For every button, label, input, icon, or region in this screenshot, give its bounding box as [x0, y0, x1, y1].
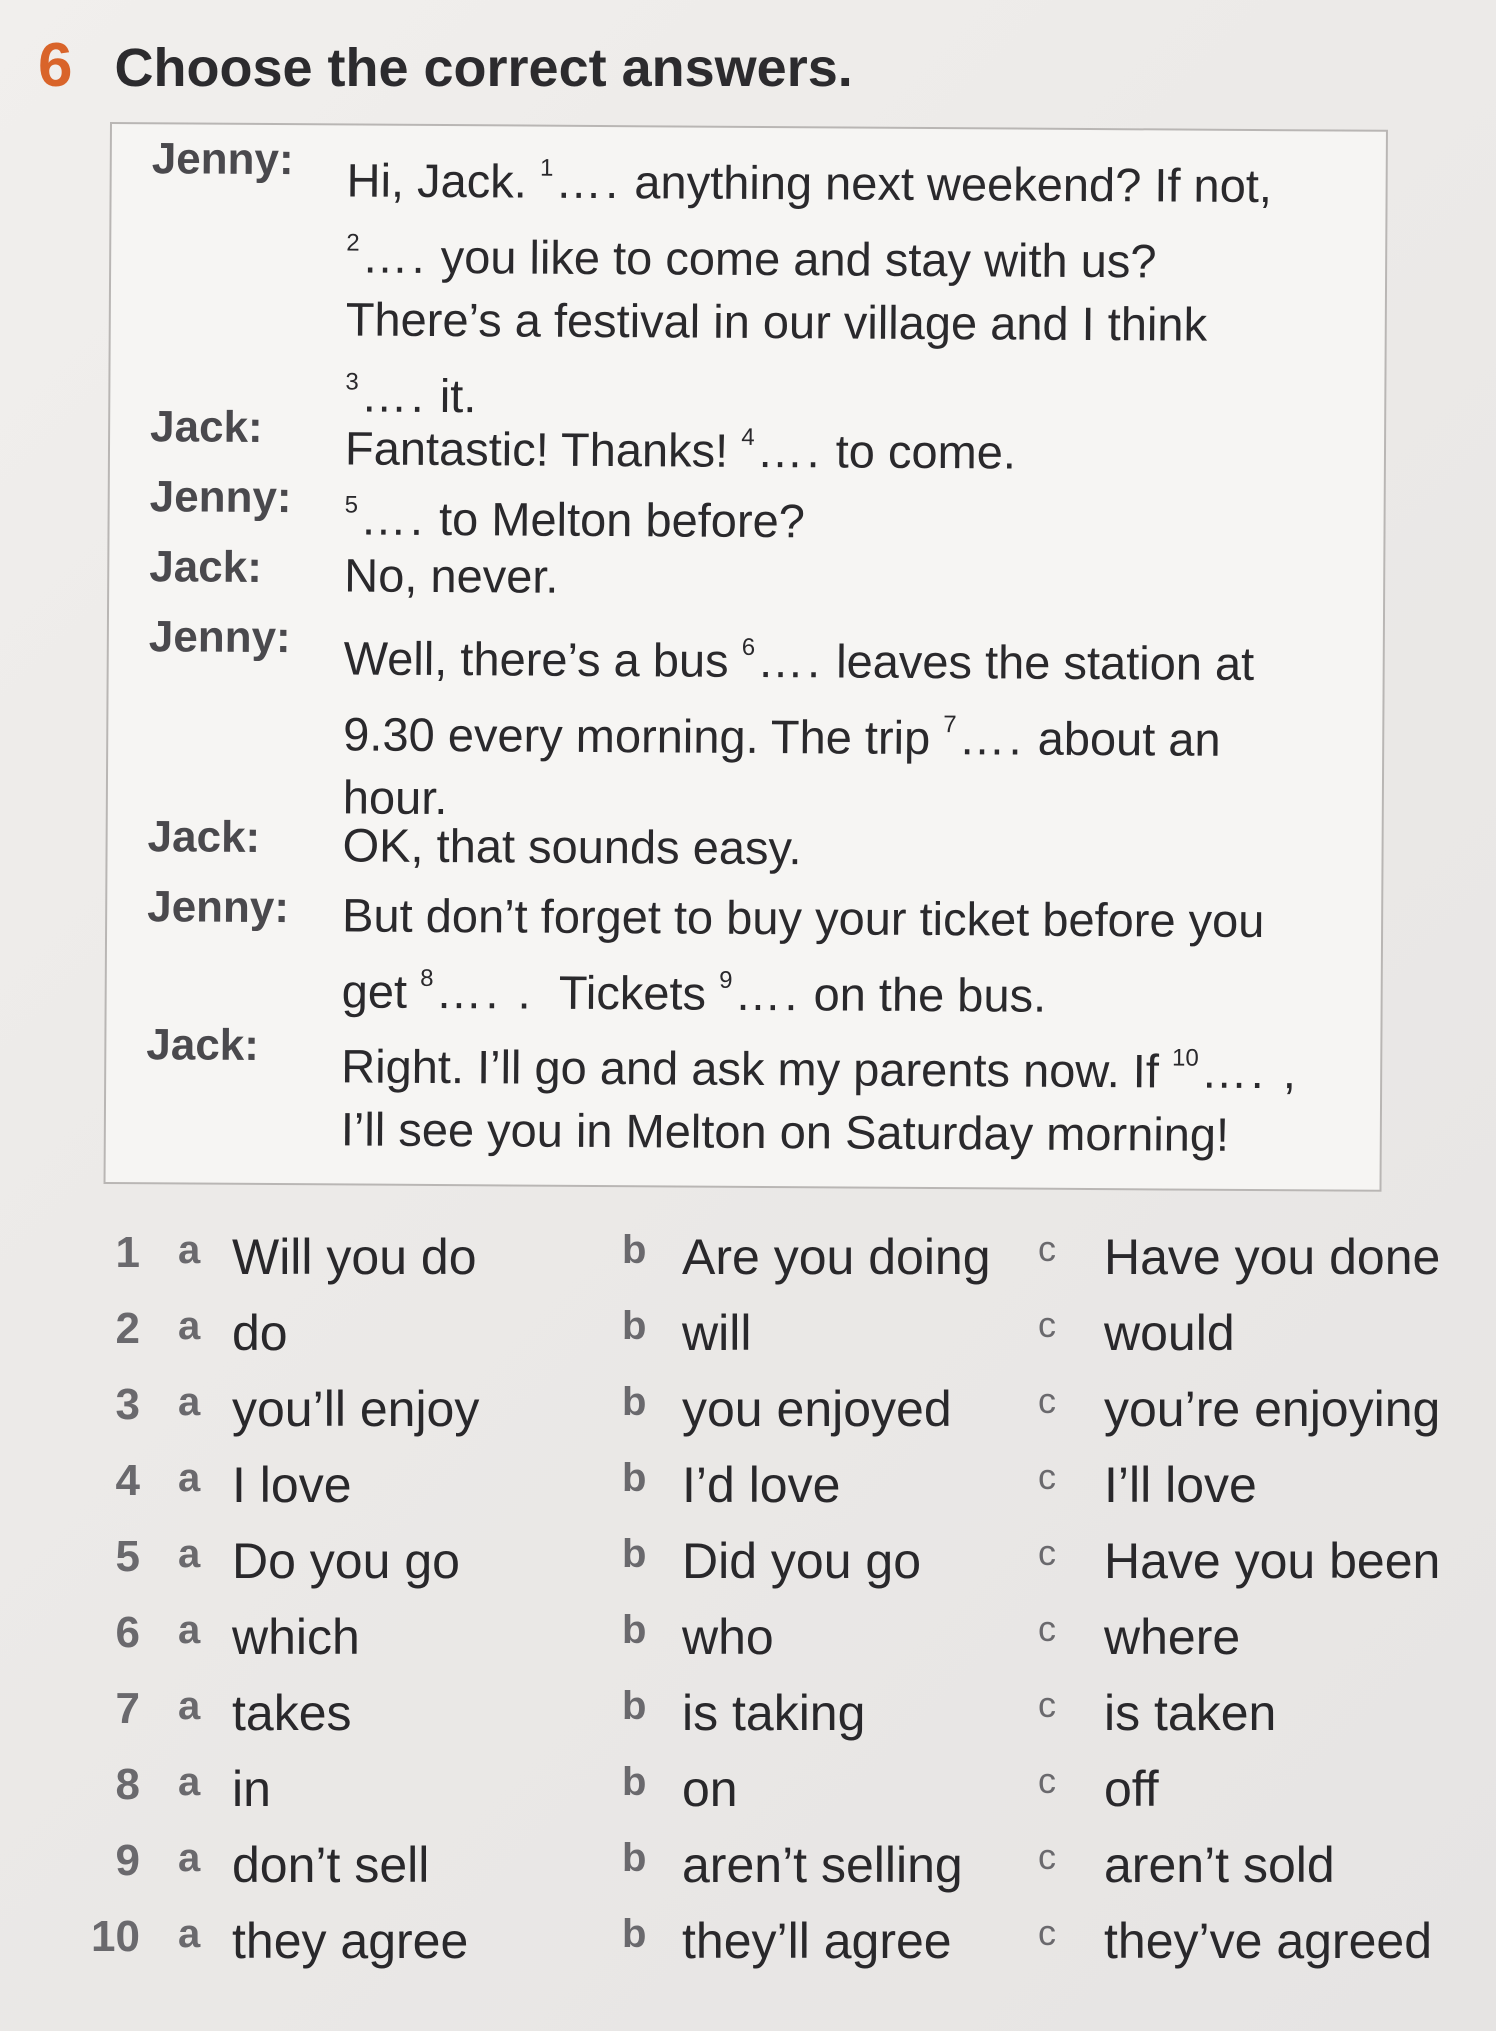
option-letter-a: a — [178, 1836, 201, 1880]
gap-blank: …. — [555, 154, 622, 209]
option-letter-b: b — [622, 1532, 647, 1576]
option-a[interactable]: you’ll enjoy — [232, 1381, 480, 1437]
option-letter-a: a — [178, 1912, 201, 1956]
option-a[interactable]: Will you do — [232, 1229, 477, 1285]
option-a[interactable]: do — [232, 1305, 288, 1361]
option-a[interactable]: which — [232, 1609, 360, 1665]
option-a[interactable]: in — [232, 1761, 271, 1817]
answer-row — [70, 1304, 1470, 1378]
question-number: 10 — [91, 1912, 140, 1961]
question-number: 3 — [115, 1380, 140, 1429]
option-c[interactable]: where — [1104, 1609, 1241, 1665]
option-b[interactable]: I’d love — [682, 1457, 841, 1513]
speech-text: OK, that sounds easy. — [342, 818, 802, 875]
dialogue-line — [107, 812, 1381, 883]
option-b[interactable]: will — [682, 1305, 752, 1361]
option-letter-c: c — [1038, 1380, 1056, 1421]
option-letter-b: b — [622, 1380, 647, 1424]
dialogue-line — [109, 542, 1383, 613]
option-b[interactable]: Are you doing — [682, 1229, 991, 1285]
option-c[interactable]: Have you done — [1104, 1229, 1441, 1285]
option-letter-a: a — [178, 1228, 201, 1272]
speaker-label: Jenny: — [149, 472, 292, 523]
question-number: 4 — [115, 1456, 140, 1505]
question-number: 9 — [115, 1836, 140, 1885]
option-b[interactable]: is taking — [682, 1685, 866, 1741]
speaker-label: Jenny: — [148, 612, 291, 663]
option-letter-a: a — [178, 1684, 201, 1728]
speech-text: Right. I’ll go and ask my parents now. If $^{10}$…. , I’ll see you in Melton on Saturday morning! — [340, 1039, 1300, 1161]
answer-row — [70, 1532, 1470, 1606]
option-letter-b: b — [622, 1456, 647, 1500]
gap-number: 5 — [344, 491, 359, 519]
dialogue-line — [108, 612, 1383, 835]
gap-blank: …. — [361, 229, 428, 283]
option-b[interactable]: on — [682, 1761, 738, 1817]
speaker-label: Jack: — [149, 402, 263, 452]
dialogue-line — [107, 882, 1382, 1029]
gap-number: 10 — [1171, 1044, 1199, 1072]
gap-blank: …. , — [1200, 1044, 1300, 1099]
speech-text: $^5$…. to Melton before? — [344, 491, 806, 548]
speaker-label: Jenny: — [151, 134, 294, 185]
answer-row — [70, 1836, 1470, 1910]
option-letter-b: b — [622, 1760, 647, 1804]
dialogue-line — [110, 134, 1386, 433]
option-c[interactable]: Have you been — [1104, 1533, 1441, 1589]
gap-blank: …. — [360, 368, 427, 422]
option-b[interactable]: you enjoyed — [682, 1381, 952, 1437]
answer-row — [70, 1912, 1470, 1986]
option-b[interactable]: they’ll agree — [682, 1913, 952, 1969]
gap-number: 3 — [345, 368, 359, 396]
option-letter-a: a — [178, 1760, 201, 1804]
option-a[interactable]: takes — [232, 1685, 352, 1741]
option-a[interactable]: they agree — [232, 1913, 469, 1969]
answer-row — [70, 1456, 1470, 1530]
option-letter-c: c — [1038, 1532, 1056, 1573]
dialogue-line — [106, 1020, 1381, 1167]
option-a[interactable]: don’t sell — [232, 1837, 430, 1893]
speech-text: No, never. — [344, 548, 559, 603]
option-letter-c: c — [1038, 1456, 1056, 1497]
option-letter-c: c — [1038, 1608, 1056, 1649]
option-a[interactable]: I love — [232, 1457, 352, 1513]
speech-text: Fantastic! Thanks! $^4$…. to come. — [344, 421, 1017, 479]
gap-number: 9 — [719, 966, 733, 994]
question-number: 7 — [115, 1684, 140, 1733]
option-letter-a: a — [178, 1456, 201, 1500]
option-letter-a: a — [178, 1380, 201, 1424]
option-letter-b: b — [622, 1684, 647, 1728]
answer-row — [70, 1760, 1470, 1834]
option-letter-c: c — [1038, 1228, 1056, 1269]
option-letter-a: a — [178, 1608, 201, 1652]
question-number: 5 — [115, 1532, 140, 1581]
speaker-label: Jack: — [147, 812, 261, 862]
gap-blank: …. — [734, 966, 801, 1021]
question-number: 8 — [115, 1760, 140, 1809]
option-a[interactable]: Do you go — [232, 1533, 460, 1589]
answer-row — [70, 1228, 1470, 1302]
option-letter-c: c — [1038, 1912, 1056, 1953]
option-letter-a: a — [178, 1532, 201, 1576]
option-b[interactable]: who — [682, 1609, 774, 1665]
option-b[interactable]: aren’t selling — [682, 1837, 963, 1893]
option-letter-c: c — [1038, 1684, 1056, 1725]
answer-row — [70, 1380, 1470, 1454]
gap-number: 4 — [741, 423, 755, 451]
exercise-header — [38, 30, 853, 101]
gap-blank: …. . — [435, 965, 534, 1019]
question-number: 2 — [115, 1304, 140, 1353]
gap-number: 6 — [741, 633, 756, 661]
dialogue-box — [104, 122, 1388, 1192]
option-letter-b: b — [622, 1836, 647, 1880]
option-c[interactable]: is taken — [1104, 1685, 1277, 1741]
option-c[interactable]: you’re enjoying — [1104, 1381, 1441, 1437]
speaker-label: Jack: — [149, 542, 262, 592]
option-c[interactable]: would — [1104, 1305, 1235, 1361]
question-number: 1 — [115, 1228, 140, 1277]
gap-number: 7 — [943, 711, 957, 739]
gap-number: 1 — [539, 154, 554, 182]
gap-blank: …. — [756, 423, 823, 478]
gap-number: 8 — [420, 964, 434, 992]
option-c[interactable]: aren’t sold — [1104, 1837, 1335, 1893]
exercise-number: 6 — [38, 31, 73, 100]
answer-row — [70, 1684, 1470, 1758]
option-letter-c: c — [1038, 1304, 1056, 1345]
option-c[interactable]: off — [1104, 1761, 1159, 1817]
speaker-label: Jack: — [146, 1020, 260, 1070]
option-letter-b: b — [622, 1608, 647, 1652]
speech-text: Well, there’s a bus $^6$…. leaves the station at 9.30 every morning. The trip $^7$…. about an hour. — [342, 631, 1255, 825]
exercise-title: Choose the correct answers. — [114, 38, 853, 98]
gap-blank: …. — [359, 491, 427, 545]
option-letter-b: b — [622, 1912, 647, 1956]
option-letter-b: b — [622, 1228, 647, 1272]
option-c[interactable]: I’ll love — [1104, 1457, 1257, 1513]
speech-text: But don’t forget to buy your ticket before you get $^8$…. . Tickets $^9$…. on the bus. — [341, 888, 1265, 1022]
option-letter-b: b — [622, 1304, 647, 1348]
gap-blank: …. — [756, 633, 824, 688]
gap-number: 2 — [346, 229, 360, 257]
speech-text: Hi, Jack. $^1$…. anything next weekend? If not, $^2$…. you like to come and stay with us? There’s a festival in our village and I think $^3$…. it. — [345, 153, 1273, 423]
option-b[interactable]: Did you go — [682, 1533, 922, 1589]
speaker-label: Jenny: — [147, 882, 290, 933]
option-letter-c: c — [1038, 1760, 1056, 1801]
option-letter-c: c — [1038, 1836, 1056, 1877]
gap-blank: …. — [958, 711, 1025, 765]
option-letter-a: a — [178, 1304, 201, 1348]
option-c[interactable]: they’ve agreed — [1104, 1913, 1433, 1969]
question-number: 6 — [115, 1608, 140, 1657]
answer-row — [70, 1608, 1470, 1682]
